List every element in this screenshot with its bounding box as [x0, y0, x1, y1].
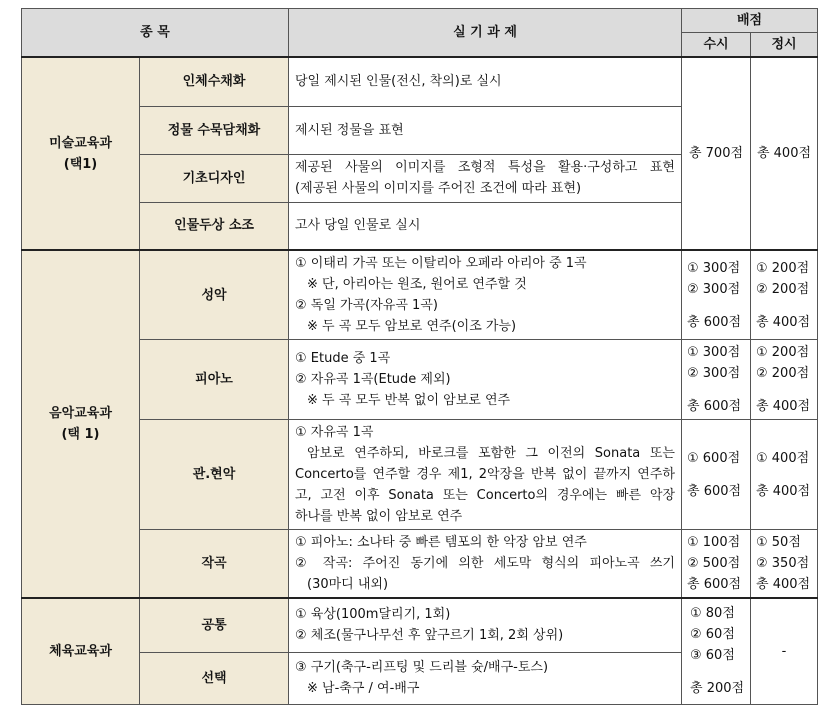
music-comp-regular: ① 50점 ② 350점 총 400점 [751, 530, 818, 599]
art-item-task: 제시된 정물을 표현 [289, 106, 682, 154]
art-item-name: 인체수채화 [140, 57, 289, 106]
music-department-note: (택 1) [61, 427, 100, 442]
art-department-cell [22, 57, 140, 250]
music-comp-name: 작곡 [140, 530, 289, 599]
music-piano-name: 피아노 [140, 340, 289, 420]
music-winds-task: ① 자유곡 1곡 암보로 연주하되, 바로크를 포함한 그 이전의 Sonata 또는 Concerto를 연주할 경우 제1, 2악장을 반복 없이 끝까지 연주하 고, 고전 이후 Sonata 또는 Concerto의 경우에는 빠른 악장 하나를 반복 없이 암보로 연주 [289, 420, 682, 530]
music-piano-regular: ① 200점 ② 200점 총 400점 [751, 340, 818, 420]
header-task: 실 기 과 제 [289, 9, 682, 58]
header-regular: 정시 [751, 33, 818, 58]
header-early: 수시 [682, 33, 751, 58]
art-item-name: 기초디자인 [140, 154, 289, 202]
pe-common-task: ① 육상(100m달리기, 1회) ② 체조(물구나무선 후 앞구르기 1회, 2회 상위) [289, 598, 682, 652]
music-piano-early: ① 300점 ② 300점 총 600점 [682, 340, 751, 420]
music-vocal-task: ① 이태리 가곡 또는 이탈리아 오페라 아리아 중 1곡 ※ 단, 아리아는 원조, 원어로 연주할 것 ② 독일 가곡(자유곡 1곡) ※ 두 곡 모두 암보로 연주(이조 가능) [289, 250, 682, 340]
music-department-name: 음악교육과 [49, 406, 112, 421]
music-winds-regular: ① 400점 총 400점 [751, 420, 818, 530]
music-vocal-early: ① 300점 ② 300점 총 600점 [682, 250, 751, 340]
pe-regular-score: - [751, 598, 818, 704]
pe-early-score: ① 80점 ② 60점 ③ 60점 총 200점 [682, 598, 751, 704]
art-item-name: 인물두상 소조 [140, 202, 289, 250]
music-winds-name: 관.현악 [140, 420, 289, 530]
pe-select-name: 선택 [140, 652, 289, 704]
music-vocal-name: 성악 [140, 250, 289, 340]
art-department-note: (택1) [63, 156, 98, 172]
practical-exam-table [21, 8, 818, 705]
art-item-name: 정물 수묵담채화 [140, 106, 289, 154]
art-regular-score: 총 400점 [751, 57, 818, 250]
pe-select-task: ③ 구기(축구-리프팅 및 드리블 슛/배구-토스) ※ 남-축구 / 여-배구 [289, 652, 682, 704]
art-item-task: 제공된 사물의 이미지를 조형적 특성을 활용·구성하고 표현 (제공된 사물의 이미지를 주어진 조건에 따라 표현) [289, 154, 682, 202]
header-score: 배점 [682, 9, 818, 33]
admission-practical-exam-table-wrap [21, 8, 818, 705]
music-comp-task: ① 피아노: 소나타 중 빠른 템포의 한 악장 암보 연주 ② 작곡: 주어진 동기에 의한 세도막 형식의 피아노곡 쓰기 (30마디 내외) [289, 530, 682, 599]
pe-department-name: 체육교육과 [22, 598, 140, 704]
pe-common-name: 공통 [140, 598, 289, 652]
art-department-name: 미술교육과 [49, 135, 112, 151]
music-winds-early: ① 600점 총 600점 [682, 420, 751, 530]
music-comp-early: ① 100점 ② 500점 총 600점 [682, 530, 751, 599]
art-item-task: 고사 당일 인물로 실시 [289, 202, 682, 250]
music-piano-task: ① Etude 중 1곡 ② 자유곡 1곡(Etude 제외) ※ 두 곡 모두 반복 없이 암보로 연주 [289, 340, 682, 420]
header-subject: 종 목 [22, 9, 289, 58]
art-item-task: 당일 제시된 인물(전신, 착의)로 실시 [289, 57, 682, 106]
art-early-score: 총 700점 [682, 57, 751, 250]
music-vocal-regular: ① 200점 ② 200점 총 400점 [751, 250, 818, 340]
music-department-cell [22, 250, 140, 598]
